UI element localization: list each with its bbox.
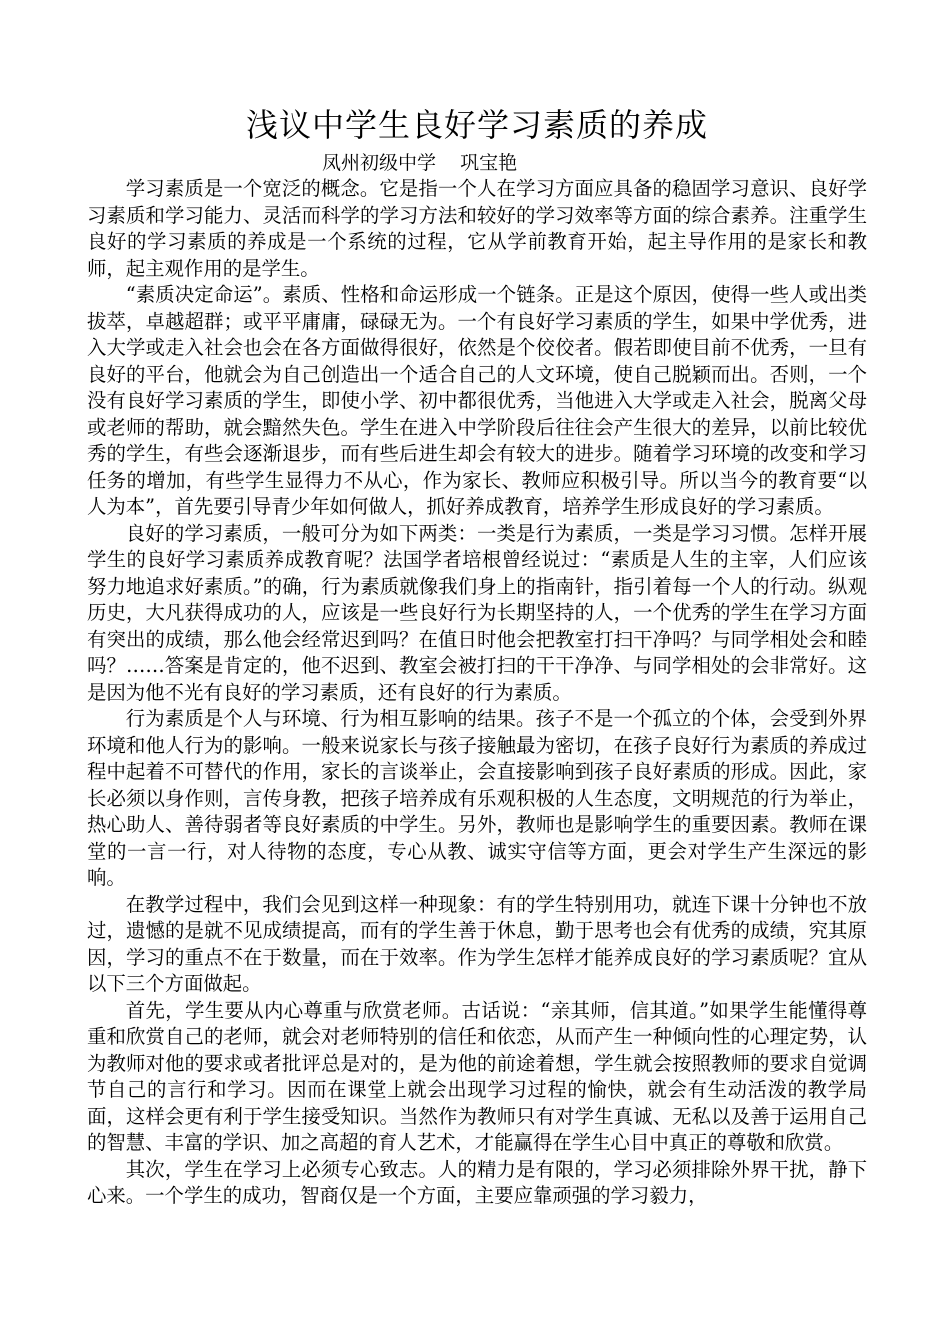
body-paragraph-4: 行为素质是个人与环境、行为相互影响的结果。孩子不是一个孤立的个体，会受到外界环境和他人行为的影响。一般来说家长与孩子接触最为密切，在孩子良好行为素质的养成过程中起着不可替代的作用，家长的言谈举止，会直接影响到孩子良好素质的形成。因此，家长必须以身作则，言传身教，把孩子培养成有乐观积极的人生态度，文明规范的行为举止，热心助人、善待弱者等良好素质的中学生。另外，教师也是影响学生的重要因素。教师在课堂的一言一行，对人待物的态度，专心从教、诚实守信等方面，更会对学生产生深远的影响。 xyxy=(87,707,867,889)
body-paragraph-2: “素质决定命运”。素质、性格和命运形成一个链条。正是这个原因，使得一些人或出类拔萃，卓越超群；或平平庸庸，碌碌无为。一个有良好学习素质的学生，如果中学优秀，进入大学或走入社会也会在各方面做得很好，依然是个佼佼者。假若即使目前不优秀，一旦有良好的平台，他就会为自己创造出一个适合自己的人文环境，使自己脱颖而出。否则，一个没有良好学习素质的学生，即使小学、初中都很优秀，当他进入大学或走入社会，脱离父母或老师的帮助，就会黯然失色。学生在进入中学阶段后往往会产生很大的差异，以前比较优秀的学生，有些会逐渐退步，而有些后进生却会有较大的进步。随着学习环境的改变和学习任务的增加，有些学生显得力不从心，作为家长、教师应积极引导。所以当今的教育要“以人为本”，首先要引导青少年如何做人，抓好养成教育，培养学生形成良好的学习素质。 xyxy=(87,283,867,518)
document-author: 凤州初级中学 巩宝艳 xyxy=(322,152,518,174)
body-paragraph-3: 良好的学习素质，一般可分为如下两类：一类是行为素质，一类是学习习惯。怎样开展学生的良好学习素质养成教育呢？法国学者培根曾经说过：“素质是人生的主宰，人们应该努力地追求好素质。”的确，行为素质就像我们身上的指南针，指引着每一个人的行动。纵观历史，大凡获得成功的人，应该是一些良好行为长期坚持的人，一个优秀的学生在学习方面有突出的成绩，那么他会经常迟到吗？在值日时他会把教室打扫干净吗？与同学相处会和睦吗？……答案是肯定的，他不迟到、教室会被打扫的干干净净、与同学相处的会非常好。这是因为他不光有良好的学习素质，还有良好的行为素质。 xyxy=(87,521,867,704)
body-paragraph-5: 在教学过程中，我们会见到这样一种现象：有的学生特别用功，就连下课十分钟也不放过，遗憾的是就不见成绩提高，而有的学生善于休息，勤于思考也会有优秀的成绩，究其原因，学习的重点不在于数量，而在于效率。作为学生怎样才能养成良好的学习素质呢？宜从以下三个方面做起。 xyxy=(87,892,867,995)
document-page xyxy=(87,100,867,1210)
document-title: 浅议中学生良好学习素质的养成 xyxy=(245,106,708,144)
body-paragraph-1: 学习素质是一个宽泛的概念。它是指一个人在学习方面应具备的稳固学习意识、良好学习素质和学习能力、灵活而科学的学习方法和较好的学习效率等方面的综合素养。注重学生良好的学习素质的养成是一个系统的过程，它从学前教育开始，起主导作用的是家长和教师，起主观作用的是学生。 xyxy=(87,177,867,280)
body-paragraph-7: 其次，学生在学习上必须专心致志。人的精力是有限的，学习必须排除外界干扰，静下心来。一个学生的成功，智商仅是一个方面，主要应靠顽强的学习毅力， xyxy=(87,1157,867,1207)
body-paragraph-6: 首先，学生要从内心尊重与欣赏老师。古话说：“亲其师，信其道。”如果学生能懂得尊重和欣赏自己的老师，就会对老师特别的信任和依恋，从而产生一种倾向性的心理定势，认为教师对他的要求或者批评总是对的，是为他的前途着想，学生就会按照教师的要求自觉调节自己的言行和学习。因而在课堂上就会出现学习过程的愉快，就会有生动活泼的教学局面，这样会更有利于学生接受知识。当然作为教师只有对学生真诚、无私以及善于运用自己的智慧、丰富的学识、加之高超的育人艺术，才能赢得在学生心目中真正的尊敬和欣赏。 xyxy=(87,998,867,1154)
